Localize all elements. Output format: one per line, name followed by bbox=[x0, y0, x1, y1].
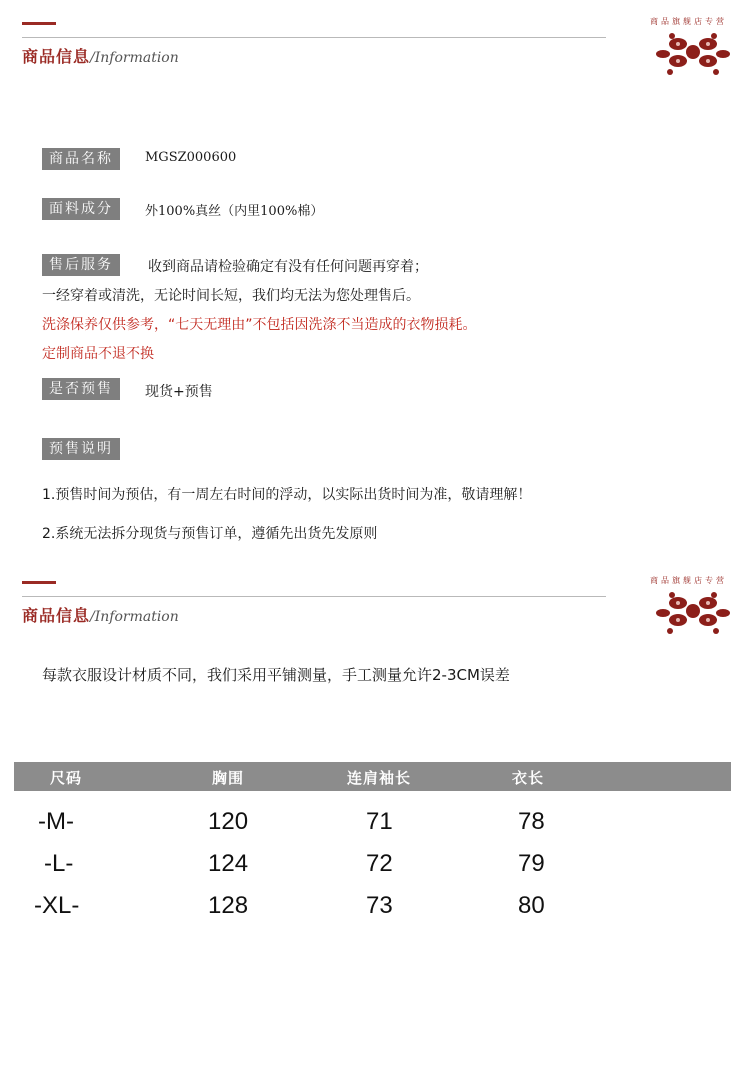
cell-size: -L- bbox=[44, 850, 74, 877]
cell-length: 80 bbox=[518, 892, 545, 919]
fabric-value: 外100%真丝（内里100%棉） bbox=[145, 204, 324, 219]
size-table-header bbox=[14, 762, 731, 791]
cell-size: -M- bbox=[38, 808, 74, 835]
table-row bbox=[0, 850, 750, 884]
aftersale-warning: 洗涤保养仅供参考，“七天无理由”不包括因洗涤不当造成的衣物损耗。 bbox=[42, 317, 477, 333]
product-name-value: MGSZ000600 bbox=[145, 150, 237, 165]
aftersale-line-2: 一经穿着或清洗，无论时间长短，我们均无法为您处理售后。 bbox=[42, 288, 420, 304]
cell-length: 78 bbox=[518, 808, 545, 835]
header-chest: 胸围 bbox=[212, 769, 245, 787]
presale-note-1: 1.预售时间为预估，有一周左右时间的浮动，以实际出货时间为准，敬请理解！ bbox=[42, 487, 532, 503]
section-accent-bar bbox=[22, 581, 56, 584]
knot-ornament-icon bbox=[648, 30, 738, 76]
table-row bbox=[0, 808, 750, 842]
header-shoulder-sleeve: 连肩袖长 bbox=[347, 769, 412, 787]
aftersale-line-1: 收到商品请检验确定有没有任何问题再穿着； bbox=[148, 259, 428, 275]
aftersale-label: 售后服务 bbox=[42, 254, 120, 276]
cell-chest: 124 bbox=[208, 850, 249, 877]
header-size: 尺码 bbox=[50, 769, 83, 787]
cell-length: 79 bbox=[518, 850, 545, 877]
section-divider bbox=[22, 596, 606, 597]
brand-seal-logo bbox=[648, 573, 738, 635]
presale-label: 是否预售 bbox=[42, 378, 120, 400]
cell-chest: 128 bbox=[208, 892, 249, 919]
presale-note-2: 2.系统无法拆分现货与预售订单，遵循先出货先发原则 bbox=[42, 526, 378, 542]
presale-value: 现货+预售 bbox=[145, 384, 213, 400]
knot-ornament-icon bbox=[648, 589, 738, 635]
table-row bbox=[0, 892, 750, 926]
cell-size: -XL- bbox=[34, 892, 80, 919]
brand-seal-logo bbox=[648, 14, 738, 76]
section-subtitle: /Information bbox=[90, 50, 179, 66]
section-title bbox=[22, 603, 179, 626]
cell-chest: 120 bbox=[208, 808, 249, 835]
brand-seal-text: 商品旗舰店专营 bbox=[650, 17, 727, 26]
header-length: 衣长 bbox=[512, 769, 545, 787]
fabric-label: 面料成分 bbox=[42, 198, 120, 220]
cell-shoulder-sleeve: 71 bbox=[366, 808, 393, 835]
section-divider bbox=[22, 37, 606, 38]
cell-shoulder-sleeve: 73 bbox=[366, 892, 393, 919]
section-subtitle: /Information bbox=[90, 609, 179, 625]
section-title-text: 商品信息 bbox=[22, 606, 91, 625]
cell-shoulder-sleeve: 72 bbox=[366, 850, 393, 877]
product-name-label: 商品名称 bbox=[42, 148, 120, 170]
custom-no-return-note: 定制商品不退不换 bbox=[42, 346, 154, 362]
section-title-text: 商品信息 bbox=[22, 47, 91, 66]
section-title bbox=[22, 44, 179, 67]
measurement-note: 每款衣服设计材质不同，我们采用平铺测量，手工测量允许2-3CM误差 bbox=[42, 666, 510, 684]
presale-note-label: 预售说明 bbox=[42, 438, 120, 460]
section-accent-bar bbox=[22, 22, 56, 25]
brand-seal-text: 商品旗舰店专营 bbox=[650, 576, 727, 585]
